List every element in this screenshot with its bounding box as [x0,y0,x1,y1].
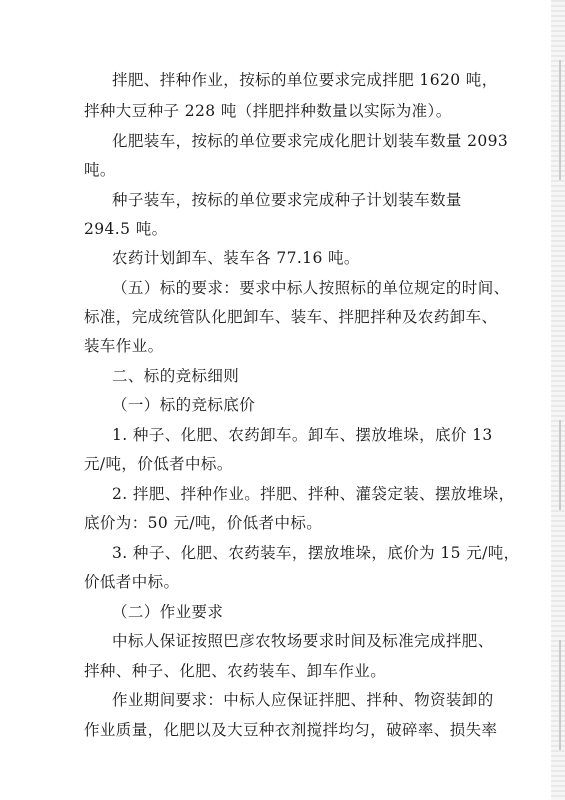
text-line: 作业质量，化肥以及大豆种衣剂搅拌均匀，破碎率、损失率 [84,721,498,739]
text-line: 294.5 吨。 [84,220,168,238]
text-line: 底价为：50 元/吨，价低者中标。 [84,514,323,532]
text-line: 拌种大豆种子 228 吨（拌肥拌种数量以实际为准）。 [84,102,452,120]
text-line: 2. 拌肥、拌种作业。拌肥、拌种、灌袋定装、摆放堆垛， [112,485,515,503]
text-line: 标准，完成统管队化肥卸车、装车、拌肥拌种及农药卸车、 [84,308,498,326]
text-line: （五）标的要求：要求中标人按照标的单位规定的时间、 [112,279,510,297]
scan-page-edge [551,0,565,800]
text-line: 化肥装车，按标的单位要求完成化肥计划装车数量 2093 [112,132,509,150]
text-line: 价低者中标。 [84,573,180,591]
section-heading: 二、标的竞标细则 [112,367,240,385]
subsection-heading: （二）作业要求 [112,603,224,621]
text-line: 中标人保证按照巴彦农牧场要求时间及标准完成拌肥、 [112,632,494,650]
text-line: 装车作业。 [84,337,164,355]
text-line: 吨。 [84,161,116,179]
text-line: 拌肥、拌种作业，按标的单位要求完成拌肥 1620 吨， [112,71,498,89]
text-line: 拌种、种子、化肥、农药装车、卸车作业。 [84,662,387,680]
scan-edge-mark [559,640,561,750]
text-line: 3. 种子、化肥、农药装车，摆放堆垛，底价为 15 元/吨， [112,544,520,562]
text-line: 1. 种子、化肥、农药卸车。卸车、摆放堆垛，底价 13 [112,426,493,444]
text-line: 种子装车，按标的单位要求完成种子计划装车数量 [112,191,462,209]
text-line: 元/吨，价低者中标。 [84,455,233,473]
subsection-heading: （一）标的竞标底价 [112,396,256,414]
scan-edge-mark [559,420,561,510]
scan-edge-mark [559,60,561,180]
text-line: 作业期间要求：中标人应保证拌肥、拌种、物资装卸的 [112,691,494,709]
text-line: 农药计划卸车、装车各 77.16 吨。 [112,249,360,267]
